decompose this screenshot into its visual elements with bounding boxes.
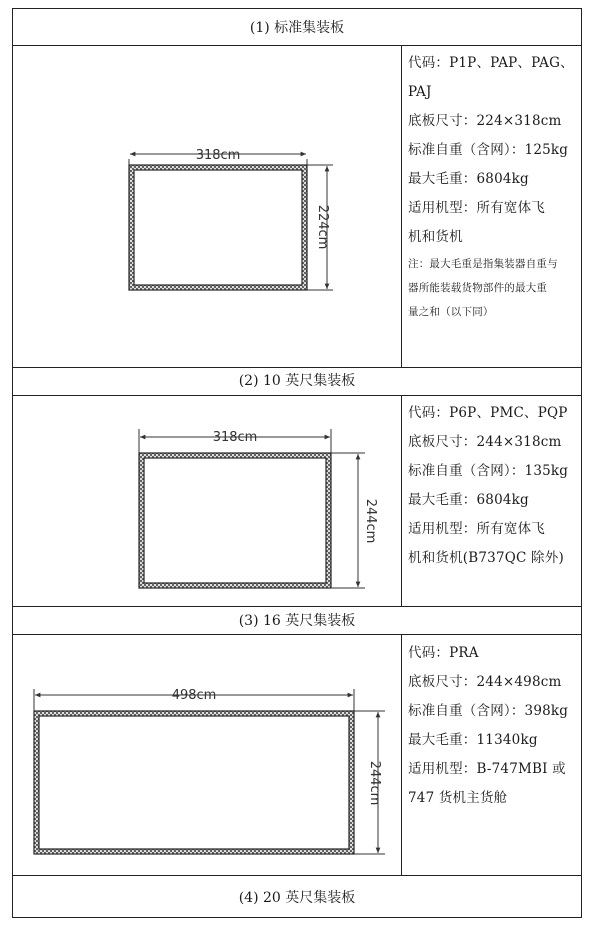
pallet-spec-table bbox=[12, 8, 582, 918]
pallet-diagram-1 bbox=[129, 148, 333, 290]
info-line: 机和货机 bbox=[408, 229, 463, 245]
info-line: 底板尺寸：244×498cm bbox=[408, 674, 562, 690]
info-line: 747 货机主货舱 bbox=[408, 790, 508, 806]
note-line: 注：最大毛重是指集装器自重与 bbox=[408, 258, 558, 270]
info-line: 机和货机(B737QC 除外) bbox=[408, 550, 564, 566]
section-2-caption: (2) 10 英尺集装板 bbox=[238, 373, 356, 389]
info-line: 适用机型：所有宽体飞 bbox=[408, 200, 545, 216]
pallet-deck bbox=[134, 170, 302, 285]
pallet-diagram-2 bbox=[139, 429, 378, 588]
height-label: 224cm bbox=[315, 204, 330, 250]
info-line: 适用机型：所有宽体飞 bbox=[408, 521, 545, 537]
height-label: 244cm bbox=[363, 498, 378, 544]
pallet-deck bbox=[39, 716, 349, 849]
info-line: 最大毛重：11340kg bbox=[408, 732, 538, 748]
height-label: 244cm bbox=[367, 760, 382, 806]
note-line: 量之和（以下同） bbox=[408, 306, 494, 318]
note-line: 器所能装载货物部件的最大重 bbox=[408, 282, 548, 294]
info-line: 底板尺寸：244×318cm bbox=[408, 434, 562, 450]
info-line: 最大毛重：6804kg bbox=[408, 171, 529, 187]
info-line: 标准自重（含网）：135kg bbox=[408, 463, 569, 479]
info-line: 代码：P6P、PMC、PQP bbox=[408, 405, 568, 421]
width-label: 498cm bbox=[171, 688, 217, 703]
section-3-caption: (3) 16 英尺集装板 bbox=[238, 613, 356, 629]
width-label: 318cm bbox=[212, 430, 258, 445]
info-line: 标准自重（含网）：125kg bbox=[408, 142, 569, 158]
section-4-caption: (4) 20 英尺集装板 bbox=[238, 890, 356, 906]
section-1-caption: (1) 标准集装板 bbox=[249, 20, 345, 36]
info-line: 代码：P1P、PAP、PAG、 bbox=[408, 55, 574, 71]
info-line: 标准自重（含网）：398kg bbox=[408, 703, 569, 719]
info-line: 最大毛重：6804kg bbox=[408, 492, 529, 508]
width-label: 318cm bbox=[195, 148, 241, 163]
info-line: 代码：PRA bbox=[408, 645, 479, 661]
info-line: 底板尺寸：224×318cm bbox=[408, 113, 562, 129]
info-line: PAJ bbox=[408, 84, 432, 100]
pallet-drawings bbox=[13, 9, 583, 919]
pallet-deck bbox=[144, 458, 326, 583]
pallet-diagram-3 bbox=[34, 688, 385, 854]
info-line: 适用机型：B-747MBI 或 bbox=[408, 761, 566, 777]
